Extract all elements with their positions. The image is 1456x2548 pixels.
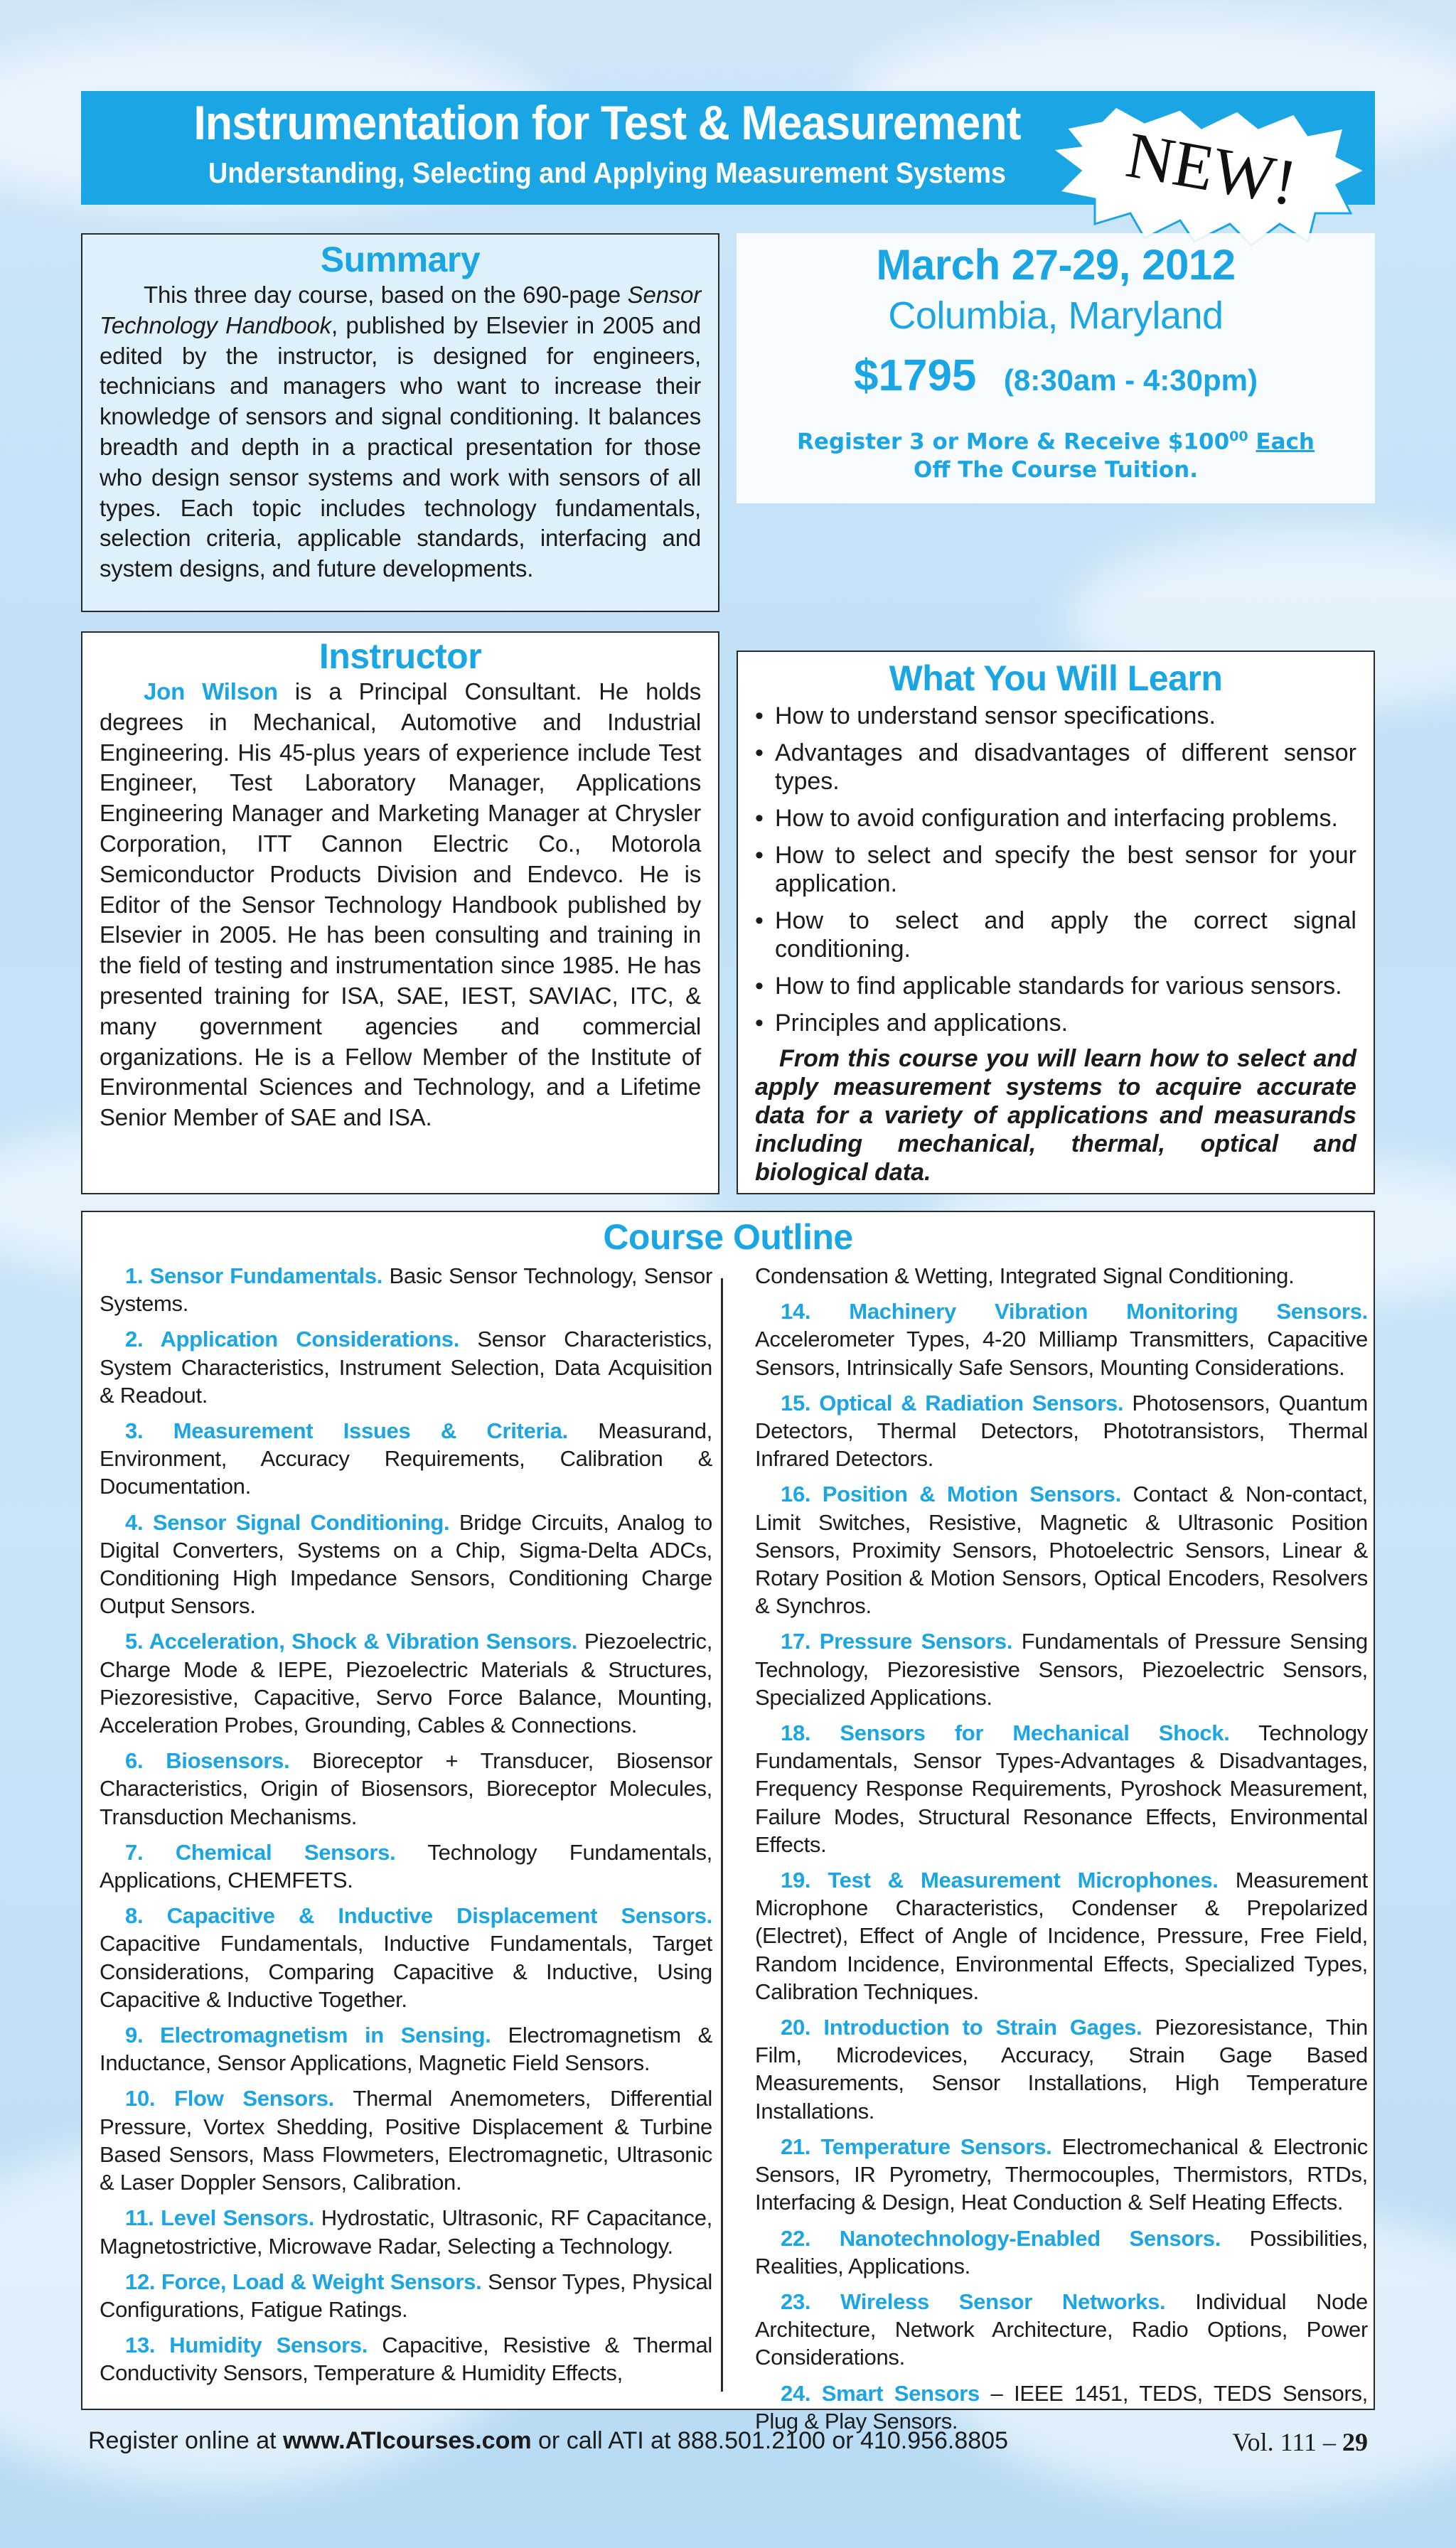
discount-text: Register 3 or More & Receive $100 (797, 429, 1230, 455)
outline-item-title: 24. Smart Sensors (781, 2380, 980, 2406)
outline-item (755, 1389, 1368, 1473)
outline-item-text: Measurement Microphone Characteristics, Condenser & Prepolarized (Electret), Effect of Angle of Incidence, Pressure, Free Field, Random Incidence, Environmental Effects, Specialized Types, Calibration Techniques. (755, 1868, 1368, 2004)
footer-phone-text: or call ATI at 888.501.2100 or 410.956.8805 (531, 2427, 1008, 2454)
outline-item-title: 7. Chemical Sensors. (125, 1839, 396, 1865)
bullet-icon: • (755, 805, 764, 832)
outline-item-text: – IEEE 1451, TEDS, TEDS Sensors, Plug & Play Sensors. (755, 2380, 1368, 2434)
outline-item-text: Hydrostatic, Ultrasonic, RF Capacitance, Magnetostrictive, Microwave Radar, Selecting a Technology. (100, 2205, 712, 2259)
footer (88, 2427, 1368, 2455)
summary-title: Summary (320, 240, 481, 279)
instructor-title: Instructor (318, 636, 482, 676)
bullet-icon: • (755, 973, 764, 1000)
outline-item-title: 12. Force, Load & Weight Sensors. (125, 2269, 482, 2294)
outline-item (755, 2225, 1368, 2280)
outline-item-text: Photosensors, Quantum Detectors, Thermal Detectors, Phototransistors, Thermal Infrared Detectors. (755, 1390, 1369, 1472)
list-item (755, 804, 1356, 833)
outline-left-column (100, 1262, 712, 2395)
outline-item (100, 2021, 712, 2077)
list-item (755, 702, 1356, 730)
outline-item (100, 2331, 712, 2387)
outline-item (755, 1866, 1368, 2006)
outline-item-text: Sensor Characteristics, System Characteristics, Instrument Selection, Data Acquisition & Readout. (100, 1327, 712, 1408)
bullet-icon: • (755, 702, 764, 729)
list-item-text: How to avoid configuration and interfacing problems. (775, 805, 1338, 832)
outline-item (100, 2268, 712, 2323)
course-price: $1795 (854, 351, 977, 400)
outline-item-title: 9. Electromagnetism in Sensing. (125, 2023, 491, 2048)
list-item (755, 1009, 1356, 1037)
list-item-text: How to select and specify the best sensor for your application. (775, 842, 1356, 897)
page-number: 29 (1342, 2428, 1368, 2456)
summary-text-intro: This three day course, based on the 690-page (144, 282, 628, 308)
outline-item (755, 1719, 1368, 1858)
course-hours: (8:30am - 4:30pm) (1003, 363, 1258, 397)
list-item (755, 841, 1356, 898)
outline-item-text: Measurand, Environment, Accuracy Requirements, Calibration & Documentation. (100, 1418, 712, 1499)
outline-item-title: 21. Temperature Sensors. (781, 2134, 1052, 2159)
outline-item (100, 1325, 712, 1409)
event-location: Columbia, Maryland (888, 294, 1224, 337)
outline-right-column (755, 1262, 1368, 2443)
outline-item-text: Thermal Anemometers, Differential Pressure, Vortex Shedding, Positive Displacement & Turbine Based Sensors, Mass Flowmeters, Electromagnetic, Ultrasonic & Laser Doppler Sensors, Calibration. (100, 2086, 713, 2195)
page-title: Instrumentation for Test & Measurement (193, 96, 1021, 150)
outline-item-text: Individual Node Architecture, Network Architecture, Radio Options, Power Considerations. (755, 2289, 1368, 2370)
outline-item-title: 16. Position & Motion Sensors. (781, 1482, 1121, 1507)
list-item (755, 972, 1356, 1000)
summary-box (81, 233, 719, 612)
outline-item (100, 1417, 712, 1501)
new-badge-text: NEW! (1121, 118, 1302, 220)
event-date: March 27-29, 2012 (876, 241, 1236, 289)
page-subtitle: Understanding, Selecting and Applying Measurement Systems (208, 156, 1007, 189)
outline-item-text: Possibilities, Realities, Applications. (755, 2225, 1368, 2279)
learn-title: What You Will Learn (889, 658, 1223, 698)
outline-item-title: 18. Sensors for Mechanical Shock. (781, 1720, 1230, 1746)
outline-item-title: 17. Pressure Sensors. (781, 1629, 1013, 1654)
summary-text-body: , published by Elsevier in 2005 and edited by the instructor, is designed for engineers, technicians and managers who want to increase their knowledge of sensors and signal conditioning. It balances breadth and depth in a practical presentation for those who design sensor systems and work with sensors of all types. Each topic includes technology fundamentals, selection criteria, applicable standards, interfacing and system designs, and future developments. (100, 311, 701, 582)
footer-website-link[interactable]: www.ATIcourses.com (283, 2427, 532, 2454)
outline-item (755, 1627, 1368, 1711)
outline-item-title: 13. Humidity Sensors. (125, 2333, 368, 2358)
discount-cents: 00 (1229, 429, 1248, 444)
outline-item (755, 1480, 1368, 1620)
learn-box (737, 651, 1375, 1194)
discount-each: Each (1256, 429, 1315, 455)
bullet-icon: • (755, 907, 764, 934)
price-row (737, 350, 1375, 401)
outline-item-title: 20. Introduction to Strain Gages. (781, 2015, 1142, 2040)
learn-closing-statement: From this course you will learn how to select and apply measurement systems to acquire accurate data for a variety of applications and measurands including mechanical, thermal, optical and biological data. (755, 1045, 1356, 1186)
outline-item-text: Contact & Non-contact, Limit Switches, Resistive, Magnetic & Ultrasonic Position Sensors, Proximity Sensors, Photoelectric Sensors, Linear & Rotary Position & Motion Sensors, Optical Encoders, Resolvers & Synchros. (755, 1482, 1368, 1619)
outline-item-title: 10. Flow Sensors. (125, 2086, 334, 2111)
bullet-icon: • (755, 842, 764, 869)
outline-item-text: Piezoelectric, Charge Mode & IEPE, Piezoelectric Materials & Structures, Piezoresistive, Capacitive, Servo Force Balance, Mounting, Acceleration Probes, Grounding, Cables & Connections. (100, 1629, 713, 1738)
event-details-panel (737, 233, 1375, 503)
course-outline-box (81, 1211, 1375, 2434)
footer-volume (1232, 2427, 1368, 2457)
outline-item (100, 2204, 712, 2259)
outline-item-text: Basic Sensor Technology, Sensor Systems. (100, 1263, 712, 1317)
outline-item-title: 11. Level Sensors. (125, 2205, 315, 2231)
bullet-icon: • (755, 739, 764, 766)
list-item-text: How to find applicable standards for various sensors. (775, 973, 1342, 1000)
outline-continuation: Condensation & Wetting, Integrated Signal Conditioning. (755, 1263, 1295, 1288)
outline-item-title: 23. Wireless Sensor Networks. (781, 2289, 1166, 2314)
list-item-text: How to understand sensor specifications. (775, 702, 1216, 729)
outline-title: Course Outline (603, 1217, 853, 1257)
outline-item-text: Accelerometer Types, 4-20 Milliamp Transmitters, Capacitive Sensors, Intrinsically Safe Sensors, Mounting Considerations. (755, 1327, 1368, 1380)
footer-register-text: Register online at (88, 2427, 284, 2454)
outline-item-title: 22. Nanotechnology-Enabled Sensors. (781, 2225, 1221, 2251)
outline-item-title: 2. Application Considerations. (125, 1327, 460, 1352)
outline-item-title: 15. Optical & Radiation Sensors. (781, 1390, 1124, 1415)
summary-book-title: Sensor Technology Handbook (100, 282, 701, 338)
outline-item (755, 2013, 1368, 2125)
outline-item-text: Technology Fundamentals, Sensor Types-Advantages & Disadvantages, Frequency Response Requirements, Pyroshock Measurement, Failure Modes, Structural Resonance Effects, Environmental Effects. (755, 1720, 1368, 1857)
list-item-text: How to select and apply the correct signal conditioning. (775, 907, 1356, 963)
list-item-text: Principles and applications. (775, 1010, 1069, 1037)
column-divider (721, 1278, 723, 2392)
outline-item (755, 2133, 1368, 2217)
outline-item-title: 4. Sensor Signal Conditioning. (125, 1509, 450, 1535)
outline-item-title: 14. Machinery Vibration Monitoring Sensors. (781, 1299, 1368, 1324)
list-item-text: Advantages and disadvantages of different sensor types. (775, 739, 1356, 795)
outline-item-text: Sensor Types, Physical Configurations, Fatigue Ratings. (100, 2269, 712, 2322)
learn-list (755, 702, 1356, 1037)
outline-item-title: 1. Sensor Fundamentals. (125, 1263, 383, 1288)
outline-item-text: Piezoresistance, Thin Film, Microdevices, Accuracy, Strain Gage Based Measurements, Sensor Installations, High Temperature Installations. (755, 2015, 1368, 2124)
outline-item-text: Technology Fundamentals, Applications, CHEMFETS. (100, 1839, 712, 1893)
outline-item (100, 1747, 712, 1831)
new-starburst-badge (1052, 107, 1365, 249)
outline-item-text: Capacitive, Resistive & Thermal Conductivity Sensors, Temperature & Humidity Effects, (100, 2333, 712, 2386)
outline-item (100, 2084, 712, 2196)
list-item (755, 739, 1356, 796)
outline-item-title: 6. Biosensors. (125, 1748, 290, 1774)
group-discount-offer (737, 422, 1375, 484)
summary-text (100, 280, 701, 584)
discount-text-line2: Off The Course Tuition. (914, 457, 1198, 483)
outline-item-title: 3. Measurement Issues & Criteria. (125, 1418, 568, 1444)
outline-item (100, 1509, 712, 1620)
outline-item (755, 2288, 1368, 2372)
outline-item-title: 5. Acceleration, Shock & Vibration Sensors. (125, 1629, 578, 1654)
volume-label: Vol. 111 – (1232, 2428, 1342, 2456)
instructor-bio-text: is a Principal Consultant. He holds degrees in Mechanical, Automotive and Industrial Engineering. His 45-plus years of experience include Test Engineer, Test Laboratory Manager, Applications Engineering Manager and Marketing Manager at Chrysler Corporation, ITT Cannon Electric Co., Motorola Semiconductor Products Division and Endevco. He is Editor of the Sensor Technology Handbook published by Elsevier in 2005. He has been consulting and training in the field of testing and instrumentation since 1985. He has presented training for ISA, SAE, IEST, SAVIAC, ITC, & many government agencies and commercial organizations. He is a Fellow Member of the Institute of Environmental Sciences and Technology, and a Lifetime Senior Member of SAE and ISA. (100, 678, 701, 1131)
list-item (755, 906, 1356, 963)
outline-item (100, 1627, 712, 1739)
outline-item-text: Bioreceptor + Transducer, Biosensor Characteristics, Origin of Biosensors, Bioreceptor Molecules, Transduction Mechanisms. (100, 1748, 712, 1829)
instructor-name: Jon Wilson (144, 678, 278, 705)
outline-item-text: Bridge Circuits, Analog to Digital Converters, Systems on a Chip, Sigma-Delta ADCs, Conditioning High Impedance Sensors, Conditioning Charge Output Sensors. (100, 1509, 712, 1619)
outline-item-title: 8. Capacitive & Inductive Displacement Sensors. (125, 1903, 712, 1929)
instructor-bio (100, 677, 701, 1133)
outline-item (100, 1262, 712, 1317)
instructor-box (81, 631, 719, 1194)
bullet-icon: • (755, 1010, 764, 1037)
outline-item-text: Electromechanical & Electronic Sensors, IR Pyrometry, Thermocouples, Thermistors, RTDs, Interfacing & Design, Heat Conduction & Self Heating Effects. (755, 2134, 1369, 2215)
outline-item-text: Electromagnetism & Inductance, Sensor Applications, Magnetic Field Sensors. (100, 2023, 712, 2076)
outline-item (100, 1838, 712, 1894)
outline-item-text: Fundamentals of Pressure Sensing Technology, Piezoresistive Sensors, Piezoelectric Sensors, Specialized Applications. (755, 1629, 1368, 1710)
outline-item (755, 1297, 1368, 1381)
outline-item-text: Capacitive Fundamentals, Inductive Fundamentals, Target Considerations, Comparing Capacitive & Inductive, Using Capacitive & Inductive Together. (100, 1931, 712, 2012)
outline-item-title: 19. Test & Measurement Microphones. (781, 1868, 1219, 1893)
outline-item (100, 1902, 712, 2013)
